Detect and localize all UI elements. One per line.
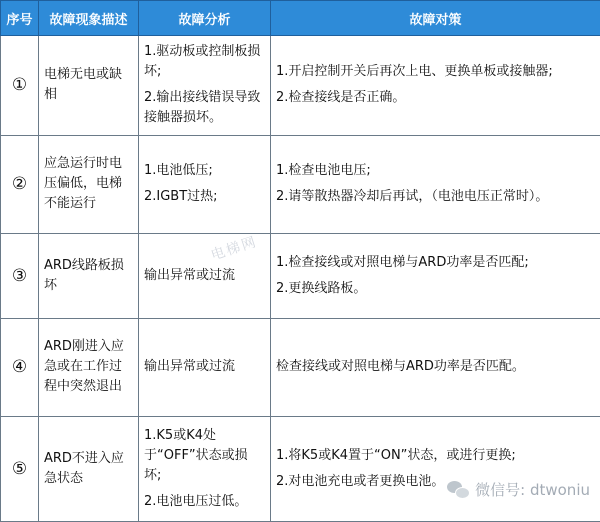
analysis-item: 输出异常或过流 <box>144 359 236 375</box>
table-row <box>1 135 600 234</box>
measure-item: 1.检查接线或对照电梯与ARD功率是否匹配; <box>276 254 529 270</box>
table-row <box>1 318 600 417</box>
measure-item: 2.请等散热器冷却后再试，（电池电压正常时）。 <box>276 189 549 205</box>
analysis-item: 输出异常或过流 <box>144 267 236 283</box>
row-symptom: 电梯无电或缺相 <box>39 36 139 136</box>
row-symptom: ARD刚进入应急或在工作过程中突然退出 <box>39 318 139 417</box>
measure-item: 2.检查接线是否正确。 <box>276 90 406 106</box>
row-symptom: ARD不进入应急状态 <box>39 417 139 522</box>
measure-item: 1.开启控制开关后再次上电、更换单板或接触器; <box>276 64 553 80</box>
row-measure <box>271 234 600 318</box>
header-measure: 故障对策 <box>271 1 600 36</box>
table-row <box>1 417 600 522</box>
row-number: ⑤ <box>1 417 39 522</box>
row-symptom: 应急运行时电压偏低，电梯不能运行 <box>39 135 139 234</box>
analysis-item: 2.电池电压过低。 <box>144 494 248 510</box>
row-analysis <box>139 318 271 417</box>
measure-item: 2.更换线路板。 <box>276 280 367 296</box>
header-analysis: 故障分析 <box>139 1 271 36</box>
measure-item: 检查接线或对照电梯与ARD功率是否匹配。 <box>276 359 525 375</box>
wechat-id-label: 微信号: dtwoniu <box>475 481 590 499</box>
row-symptom: ARD线路板损坏 <box>39 234 139 318</box>
row-measure <box>271 135 600 234</box>
header-row <box>1 1 600 36</box>
row-measure <box>271 417 600 522</box>
row-measure <box>271 36 600 136</box>
measure-item: 1.检查电池电压; <box>276 163 371 179</box>
row-number: ③ <box>1 234 39 318</box>
watermark-text: 电梯网 <box>209 233 260 264</box>
analysis-item: 1.K5或K4处于“OFF”状态或损坏; <box>144 428 248 484</box>
row-analysis <box>139 135 271 234</box>
row-measure <box>271 318 600 417</box>
measure-item: 2.对电池充电或者更换电池。 <box>276 474 445 490</box>
table-row <box>1 36 600 136</box>
row-number: ① <box>1 36 39 136</box>
header-symptom: 故障现象描述 <box>39 1 139 36</box>
row-analysis <box>139 36 271 136</box>
measure-item: 1.将K5或K4置于“ON”状态，或进行更换; <box>276 448 516 464</box>
analysis-item: 1.电池低压; <box>144 163 213 179</box>
row-number: ④ <box>1 318 39 417</box>
row-analysis <box>139 417 271 522</box>
table-row <box>1 234 600 318</box>
analysis-item: 2.IGBT过热; <box>144 189 218 205</box>
row-number: ② <box>1 135 39 234</box>
analysis-item: 2.输出接线错误导致接触器损坏。 <box>144 90 261 126</box>
row-analysis <box>139 234 271 318</box>
header-number: 序号 <box>1 1 39 36</box>
analysis-item: 1.驱动板或控制板损坏; <box>144 44 261 80</box>
